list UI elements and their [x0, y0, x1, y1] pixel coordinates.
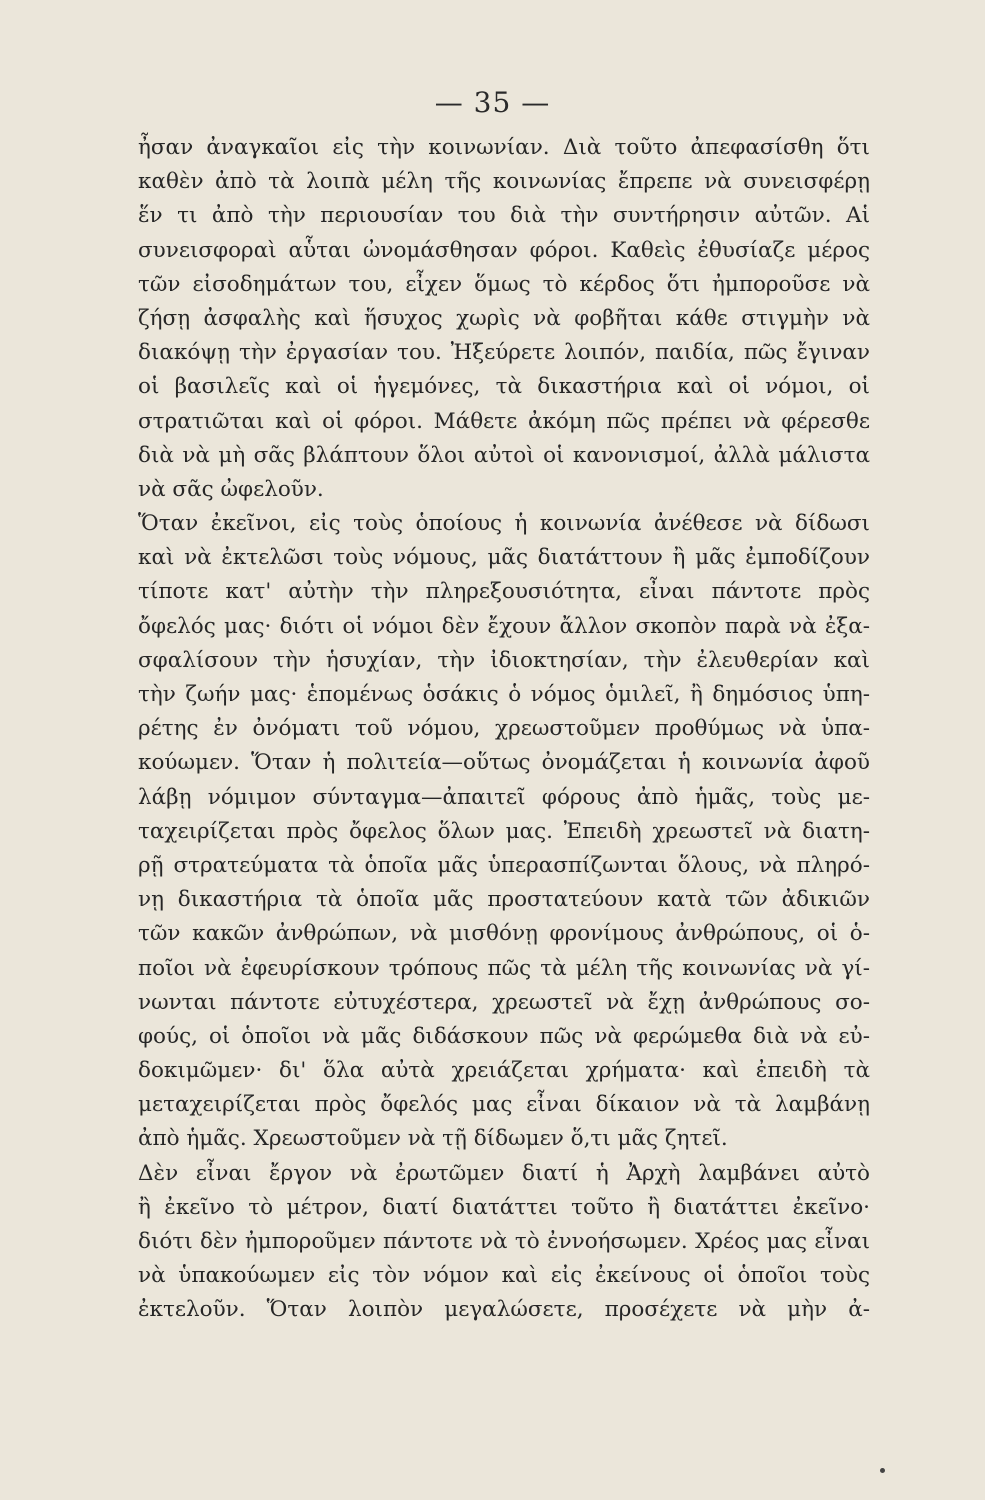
- text-line: τῶν κακῶν ἀνθρώπων, νὰ μισθόνῃ φρονίμους ἀνθρώπους, οἱ ὁ-: [138, 921, 870, 947]
- text-line: ζήσῃ ἀσφαλὴς καὶ ἥσυχος χωρὶς νὰ φοβῆται κάθε στιγμὴν νὰ: [138, 305, 870, 331]
- text-line: ἢ ἐκεῖνο τὸ μέτρον, διατί διατάττει τοῦτο ἢ διατάττει ἐκεῖνο·: [138, 1194, 870, 1220]
- text-line: σφαλίσουν τὴν ἡσυχίαν, τὴν ἰδιοκτησίαν, τὴν ἐλευθερίαν καὶ: [138, 647, 870, 673]
- text-line: τίποτε κατ' αὐτὴν τὴν πληρεξουσιότητα, εἶναι πάντοτε πρὸς: [138, 579, 870, 605]
- text-line: Ὅταν ἐκεῖνοι, εἰς τοὺς ὁποίους ἡ κοινωνία ἀνέθεσε νὰ δίδωσι: [138, 511, 870, 537]
- text-line: ποῖοι νὰ ἐφευρίσκουν τρόπους πῶς τὰ μέλη τῆς κοινωνίας νὰ γί-: [138, 955, 870, 981]
- text-line: Δὲν εἶναι ἔργον νὰ ἐρωτῶμεν διατί ἡ Ἀρχὴ λαμβάνει αὐτὸ: [138, 1160, 870, 1186]
- text-line: ἀπὸ ἡμᾶς. Χρεωστοῦμεν νὰ τῇ δίδωμεν ὅ,τι μᾶς ζητεῖ.: [138, 1126, 728, 1152]
- text-line: ἦσαν ἀναγκαῖοι εἰς τὴν κοινωνίαν. Διὰ τοῦτο ἀπεφασίσθη ὅτι: [138, 135, 870, 160]
- text-line: οἱ βασιλεῖς καὶ οἱ ἡγεμόνες, τὰ δικαστήρια καὶ οἱ νόμοι, οἱ: [138, 374, 870, 400]
- text-line: κούωμεν. Ὅταν ἡ πολιτεία—οὕτως ὀνομάζεται ἡ κοινωνία ἀφοῦ: [138, 750, 870, 776]
- text-line: καὶ νὰ ἐκτελῶσι τοὺς νόμους, μᾶς διατάττουν ἢ μᾶς ἐμποδίζουν: [138, 545, 870, 571]
- ink-speck: [880, 1468, 885, 1473]
- body-text: [138, 131, 870, 1328]
- page-number: — 35 —: [434, 86, 551, 119]
- text-line: νωνται πάντοτε εὐτυχέστερα, χρεωστεῖ νὰ ἔχῃ ἀνθρώπους σο-: [138, 989, 870, 1015]
- text-line: ἐκτελοῦν. Ὅταν λοιπὸν μεγαλώσετε, προσέχετε νὰ μὴν ἀ-: [138, 1297, 870, 1323]
- text-line: δοκιμῶμεν· δι' ὅλα αὐτὰ χρειάζεται χρήματα· καὶ ἐπειδὴ τὰ: [138, 1058, 870, 1084]
- text-line: συνεισφοραὶ αὗται ὠνομάσθησαν φόροι. Καθεὶς ἐθυσίαζε μέρος: [138, 237, 870, 263]
- text-line: φούς, οἱ ὁποῖοι νὰ μᾶς διδάσκουν πῶς νὰ φερώμεθα διὰ νὰ εὐ-: [138, 1023, 870, 1049]
- text-line: ὄφελός μας· διότι οἱ νόμοι δὲν ἔχουν ἄλλον σκοπὸν παρὰ νὰ ἐξα-: [138, 613, 870, 639]
- text-line: ταχειρίζεται πρὸς ὄφελος ὅλων μας. Ἐπειδὴ χρεωστεῖ νὰ διατη-: [138, 818, 870, 844]
- text-line: τὴν ζωήν μας· ἑπομένως ὁσάκις ὁ νόμος ὁμιλεῖ, ἢ δημόσιος ὑπη-: [138, 682, 870, 707]
- text-line: ἕν τι ἀπὸ τὴν περιουσίαν του διὰ τὴν συντήρησιν αὐτῶν. Αἱ: [138, 203, 870, 229]
- text-line: νῃ δικαστήρια τὰ ὁποῖα μᾶς προστατεύουν κατὰ τῶν ἀδικιῶν: [138, 887, 870, 913]
- text-line: διότι δὲν ἠμποροῦμεν πάντοτε νὰ τὸ ἐννοήσωμεν. Χρέος μας εἶναι: [138, 1229, 870, 1254]
- text-line: διακόψῃ τὴν ἐργασίαν του. Ἠξεύρετε λοιπόν, παιδία, πῶς ἔγιναν: [138, 340, 870, 366]
- text-line: νὰ ὑπακούωμεν εἰς τὸν νόμον καὶ εἰς ἐκείνους οἱ ὁποῖοι τοὺς: [138, 1263, 870, 1289]
- text-line: ρῇ στρατεύματα τὰ ὁποῖα μᾶς ὑπερασπίζωνται ὅλους, νὰ πληρό-: [138, 852, 870, 878]
- text-line: τῶν εἰσοδημάτων του, εἶχεν ὅμως τὸ κέρδος ὅτι ἠμποροῦσε νὰ: [138, 271, 870, 297]
- text-line: νὰ σᾶς ὠφελοῦν.: [138, 476, 324, 502]
- text-line: καθὲν ἀπὸ τὰ λοιπὰ μέλη τῆς κοινωνίας ἔπρεπε νὰ συνεισφέρῃ: [138, 169, 870, 195]
- text-line: διὰ νὰ μὴ σᾶς βλάπτουν ὅλοι αὐτοὶ οἱ κανονισμοί, ἀλλὰ μάλιστα: [138, 442, 870, 468]
- text-line: στρατιῶται καὶ οἱ φόροι. Μάθετε ἀκόμη πῶς πρέπει νὰ φέρεσθε: [138, 408, 870, 434]
- text-line: λάβῃ νόμιμον σύνταγμα—ἀπαιτεῖ φόρους ἀπὸ ἡμᾶς, τοὺς με-: [138, 784, 870, 810]
- text-line: ρέτης ἐν ὀνόματι τοῦ νόμου, χρεωστοῦμεν προθύμως νὰ ὑπα-: [138, 716, 870, 742]
- text-line: μεταχειρίζεται πρὸς ὄφελός μας εἶναι δίκαιον νὰ τὰ λαμβάνῃ: [138, 1092, 870, 1118]
